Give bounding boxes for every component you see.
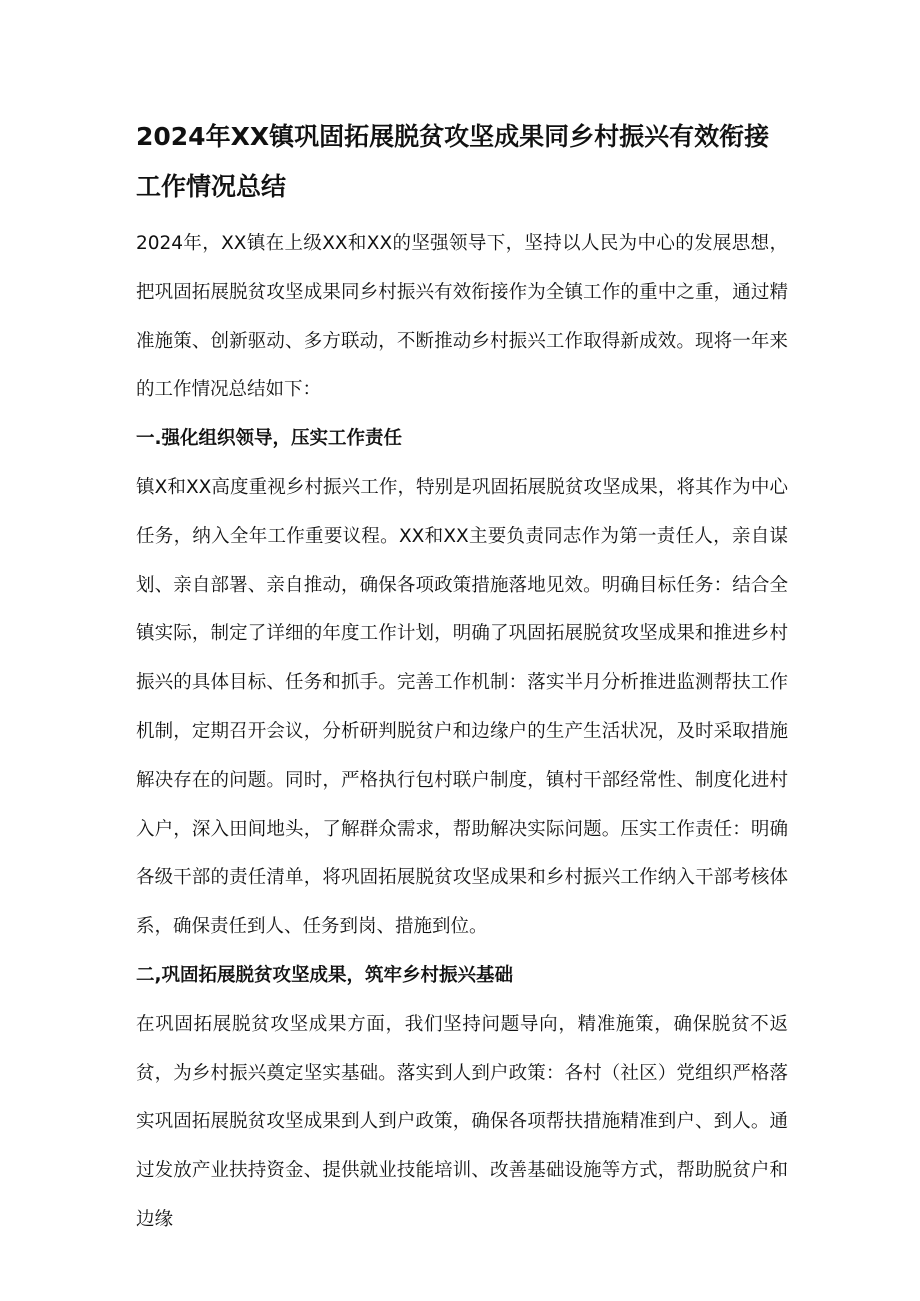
section-body-2: 在巩固拓展脱贫攻坚成果方面，我们坚持问题导向，精准施策，确保脱贫不返贫，为乡村振兴奠定坚实基础。落实到人到户政策：各村（社区）党组织严格落实巩固拓展脱贫攻坚成果到人到户政策，确保各项帮扶措施精准到户、到人。通过发放产业扶持资金、提供就业技能培训、改善基础设施等方式，帮助脱贫户和边缘 xyxy=(136,1013,788,1230)
document-page xyxy=(136,112,788,1245)
section-heading-1: 一.强化组织领导，压实工作责任 xyxy=(136,428,403,450)
section-body-1: 镇X和XX高度重视乡村振兴工作，特别是巩固拓展脱贫攻坚成果，将其作为中心任务，纳入全年工作重要议程。XX和XX主要负责同志作为第一责任人，亲自谋划、亲自部署、亲自推动，确保各项政策措施落地见效。明确目标任务：结合全镇实际，制定了详细的年度工作计划，明确了巩固拓展脱贫攻坚成果和推进乡村振兴的具体目标、任务和抓手。完善工作机制：落实半月分析推进监测帮扶工作机制，定期召开会议，分析研判脱贫户和边缘户的生产生活状况，及时采取措施解决存在的问题。同时，严格执行包村联户制度，镇村干部经常性、制度化进村入户，深入田间地头，了解群众需求，帮助解决实际问题。压实工作责任：明确各级干部的责任清单，将巩固拓展脱贫攻坚成果和乡村振兴工作纳入干部考核体系，确保责任到人、任务到岗、措施到位。 xyxy=(136,476,788,938)
document-title: 2024年XX镇巩固拓展脱贫攻坚成果同乡村振兴有效衔接工作情况总结 xyxy=(136,122,770,201)
section-heading-2: 二,巩固拓展脱贫攻坚成果，筑牢乡村振兴基础 xyxy=(136,964,514,986)
intro-paragraph: 2024年，XX镇在上级XX和XX的坚强领导下，坚持以人民为中心的发展思想，把巩固拓展脱贫攻坚成果同乡村振兴有效衔接作为全镇工作的重中之重，通过精准施策、创新驱动、多方联动，不断推动乡村振兴工作取得新成效。现将一年来的工作情况总结如下： xyxy=(136,233,788,401)
